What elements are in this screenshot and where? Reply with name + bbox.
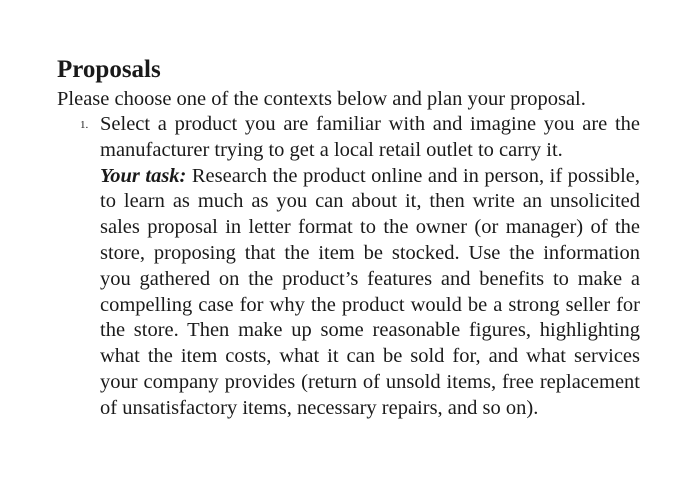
task-text: Research the product online and in person, if possible, to learn as much as you can about it, then write an unsolicited sales proposal in letter format to the owner (or manager) of the store, proposing that the item be stocked. Use the information you gathered on the product’s features and benefits to make a compelling case for why the product would be a strong seller for the store. Then make up some reasonable figures, highlighting what the item costs, what it can be sold for, and what services your company provides (return of unsold items, free replacement of unsatisfactory items, necessary repairs, and so on). xyxy=(100,164,640,419)
list-item-number: 1. xyxy=(80,119,89,131)
intro-paragraph: Please choose one of the contexts below and plan your proposal. xyxy=(57,88,586,110)
document-title: Proposals xyxy=(57,56,161,83)
task-label: Your task: xyxy=(100,164,187,187)
context-description: Select a product you are familiar with and imagine you are the manufacturer trying to get a local retail outlet to carry it. xyxy=(100,113,640,161)
task-paragraph xyxy=(100,164,640,422)
list-item-body xyxy=(100,112,640,422)
